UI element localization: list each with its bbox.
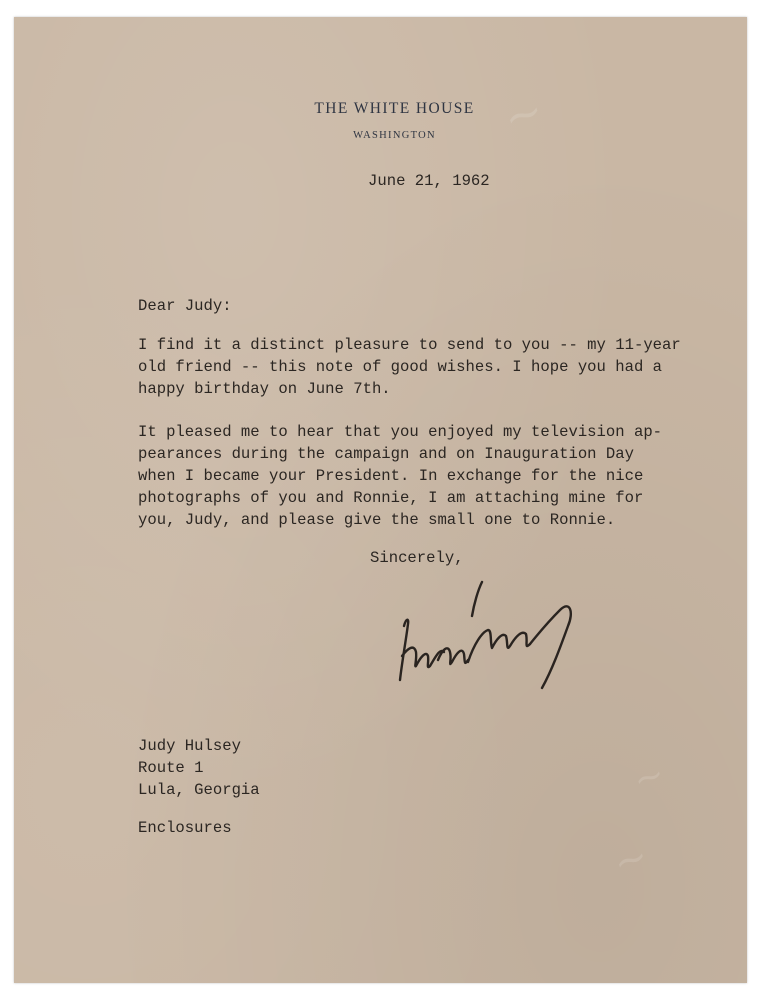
salutation: Dear Judy: (138, 297, 232, 315)
handwritten-signature (392, 552, 582, 692)
paragraph-line: pearances during the campaign and on Inauguration Day (138, 445, 634, 463)
paragraph-line: you, Judy, and please give the small one to Ronnie. (138, 511, 616, 529)
recipient-address (138, 735, 260, 801)
recipient-street: Route 1 (138, 759, 204, 777)
paragraph-line: I find it a distinct pleasure to send to you -- my 11-year (138, 336, 681, 354)
letter-date: June 21, 1962 (368, 172, 490, 190)
letter-paper (14, 17, 747, 983)
paper-watermark: ~ (496, 82, 550, 146)
paragraph-line: photographs of you and Ronnie, I am attaching mine for (138, 489, 644, 507)
paper-watermark: ~ (628, 753, 670, 802)
paper-watermark: ~ (607, 832, 654, 888)
letterhead-title: THE WHITE HOUSE (314, 100, 475, 117)
enclosures-note: Enclosures (138, 819, 232, 837)
paragraph-2 (138, 421, 662, 531)
recipient-name: Judy Hulsey (138, 737, 241, 755)
closing: Sincerely, (370, 549, 464, 567)
paragraph-line: when I became your President. In exchange for the nice (138, 467, 644, 485)
letterhead-subtitle: WASHINGTON (353, 130, 436, 141)
paragraph-1 (138, 334, 681, 400)
paragraph-line: happy birthday on June 7th. (138, 380, 391, 398)
paragraph-line: old friend -- this note of good wishes. I hope you had a (138, 358, 663, 376)
recipient-city: Lula, Georgia (138, 781, 260, 799)
paragraph-line: It pleased me to hear that you enjoyed my television ap- (138, 423, 663, 441)
